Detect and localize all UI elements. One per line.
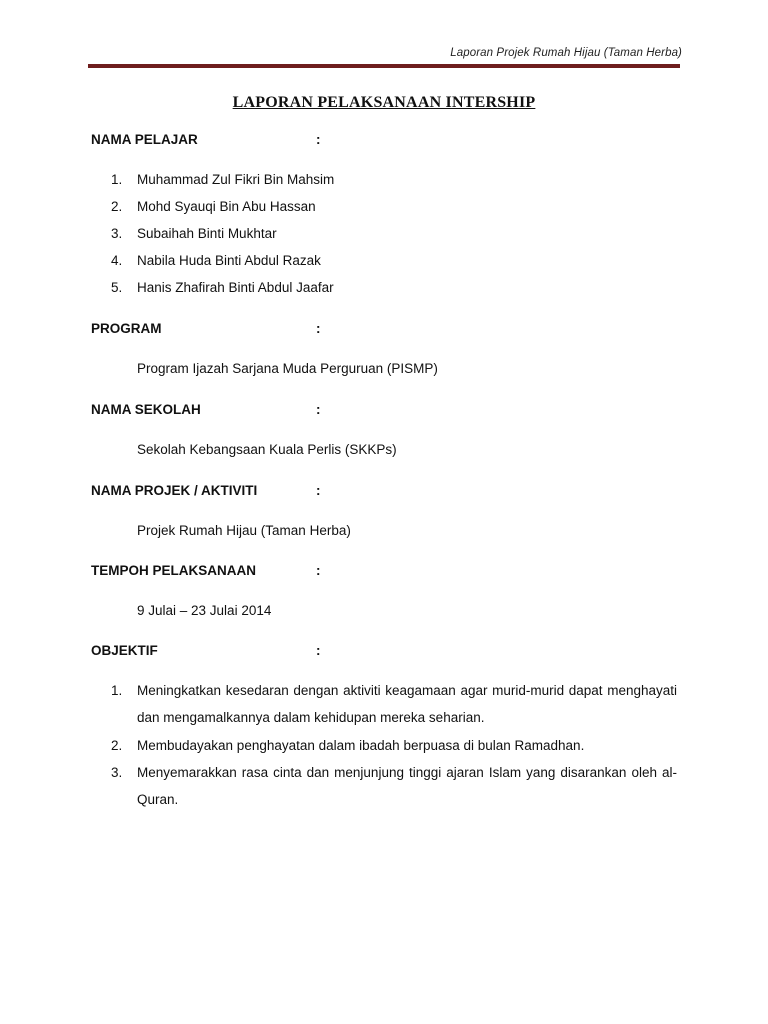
list-item-number: 3. [111, 226, 123, 241]
objective-text: Meningkatkan kesedaran dengan aktiviti keagamaan agar murid-murid dapat menghayati dan mengamalkannya dalam kehidupan mereka seharian. [137, 683, 677, 725]
document-title: LAPORAN PELAKSANAAN INTERSHIP [232, 94, 536, 111]
list-item-number: 1. [111, 172, 123, 187]
list-item-number: 2. [111, 738, 123, 753]
running-header: Laporan Projek Rumah Hijau (Taman Herba) [450, 47, 682, 59]
section-label-program: PROGRAM [91, 321, 162, 336]
section-colon: : [316, 402, 321, 417]
student-name: Subaihah Binti Mukhtar [137, 226, 277, 241]
objective-text: Membudayakan penghayatan dalam ibadah berpuasa di bulan Ramadhan. [137, 738, 585, 753]
student-name: Nabila Huda Binti Abdul Razak [137, 253, 321, 268]
project-value: Projek Rumah Hijau (Taman Herba) [137, 523, 351, 538]
list-item-number: 4. [111, 253, 123, 268]
section-label-nama-projek: NAMA PROJEK / AKTIVITI [91, 483, 258, 498]
student-name: Muhammad Zul Fikri Bin Mahsim [137, 172, 335, 187]
section-label-objektif: OBJEKTIF [91, 643, 158, 658]
section-label-nama-pelajar: NAMA PELAJAR [91, 132, 198, 147]
header-divider [88, 64, 680, 68]
school-value: Sekolah Kebangsaan Kuala Perlis (SKKPs) [137, 442, 397, 457]
program-value: Program Ijazah Sarjana Muda Perguruan (PISMP) [137, 361, 438, 376]
list-item-number: 2. [111, 199, 123, 214]
list-item-number: 5. [111, 280, 123, 295]
list-item-number: 1. [111, 683, 123, 698]
objective-text: Menyemarakkan rasa cinta dan menjunjung tinggi ajaran Islam yang disarankan oleh al-Quran. [137, 765, 677, 807]
section-colon: : [316, 643, 321, 658]
list-item-number: 3. [111, 765, 123, 780]
section-label-tempoh: TEMPOH PELAKSANAAN [91, 563, 257, 578]
section-colon: : [316, 321, 321, 336]
section-label-nama-sekolah: NAMA SEKOLAH [91, 402, 201, 417]
student-name: Hanis Zhafirah Binti Abdul Jaafar [137, 280, 334, 295]
student-name: Mohd Syauqi Bin Abu Hassan [137, 199, 316, 214]
duration-value: 9 Julai – 23 Julai 2014 [137, 603, 272, 618]
section-colon: : [316, 132, 321, 147]
section-colon: : [316, 563, 321, 578]
section-colon: : [316, 483, 321, 498]
